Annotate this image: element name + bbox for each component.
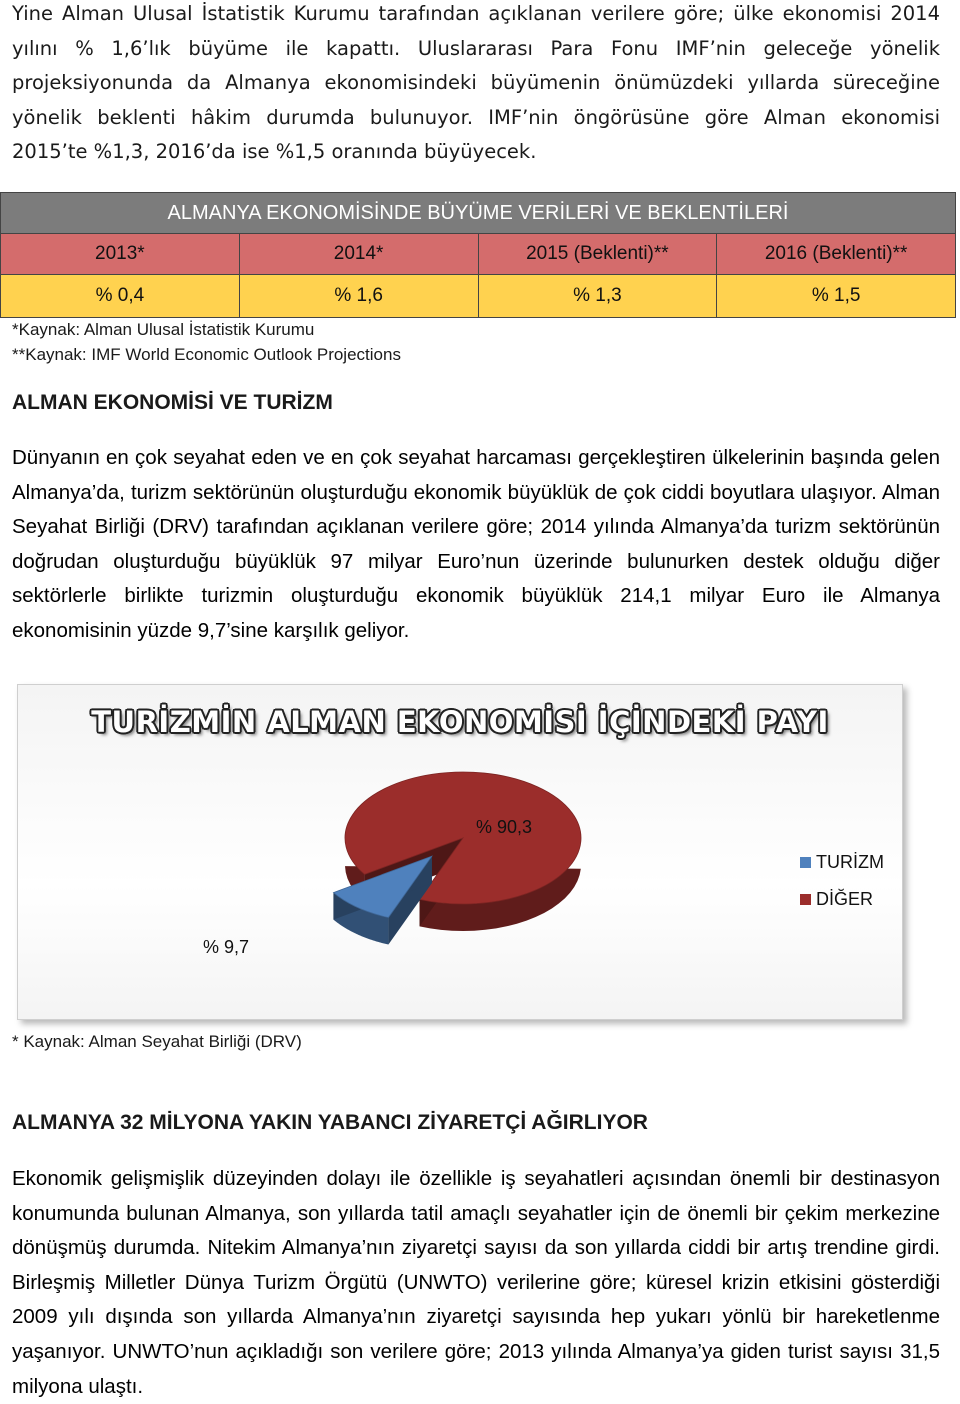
year-header: 2016 (Beklenti)**: [717, 234, 956, 275]
growth-value: % 1,5: [717, 275, 956, 318]
pie-chart-svg: [18, 685, 902, 1019]
growth-value: % 1,6: [239, 275, 478, 318]
growth-table-value-row: [1, 275, 956, 318]
table-source-note: *Kaynak: Alman Ulusal İstatistik Kurumu: [12, 320, 315, 339]
table-source-note: **Kaynak: IMF World Economic Outlook Projections: [12, 345, 401, 364]
year-header: 2015 (Beklenti)**: [478, 234, 717, 275]
chart-source-note: * Kaynak: Alman Seyahat Birliği (DRV): [12, 1032, 302, 1051]
section-heading: ALMANYA 32 MİLYONA YAKIN YABANCI ZİYARETÇİ AĞIRLIYOR: [12, 1111, 648, 1134]
growth-table-title: ALMANYA EKONOMİSİNDE BÜYÜME VERİLERİ VE BEKLENTİLERİ: [1, 193, 956, 234]
year-header: 2013*: [1, 234, 240, 275]
slice-label-diger: % 90,3: [476, 817, 533, 837]
pie-chart: [17, 684, 903, 1020]
section-heading: ALMAN EKONOMİSİ VE TURİZM: [12, 391, 333, 414]
growth-value: % 0,4: [1, 275, 240, 318]
legend-swatch: [800, 894, 811, 905]
economy-paragraph: Dünyanın en çok seyahat eden ve en çok seyahat harcaması gerçekleştiren ülkelerinin başında gelen Almanya’da, turizm sektörünün oluşturduğu ekonomik büyüklük de çok ciddi boyutlara ulaşıyor. Alman Seyahat Birliği (DRV) tarafından açıklanan verilere göre; 2014 yılında Almanya’da turizm sektörünün doğrudan oluşturduğu büyüklük 97 milyar Euro’nun üzerinde bulunurken destek olduğu diğer sektörlerle birlikte turizmin oluşturduğu ekonomik büyüklük 214,1 milyar Euro ile Almanya ekonomisinin yüzde 9,7’sine karşılık geliyor.: [12, 446, 940, 642]
slice-label-turizm: % 9,7: [203, 937, 250, 957]
intro-paragraph: Yine Alman Ulusal İstatistik Kurumu tarafından açıklanan verilere göre; ülke ekonomisi 2014 yılını % 1,6’lık büyüme ile kapattı. Uluslararası Para Fonu IMF’nin geleceğe yönelik projeksiyonunda da Almanya ekonomisindeki büyümenin önümüzdeki yıllarda süreceğine yönelik beklenti hâkim durumda bulunuyor. IMF’nin öngörüsüne göre Alman ekonomisi 2015’te %1,3, 2016’da ise %1,5 oranında büyüyecek.: [12, 2, 940, 164]
chart-title: TURİZMİN ALMAN EKONOMİSİ İÇİNDEKİ PAYI: [91, 705, 829, 739]
year-header: 2014*: [239, 234, 478, 275]
legend-swatch: [800, 857, 811, 868]
growth-table-header-row: [1, 234, 956, 275]
legend-item-di̇ğer: DİĞER: [816, 889, 874, 909]
growth-table: [0, 192, 956, 318]
visitors-paragraph: Ekonomik gelişmişlik düzeyinden dolayı ile özellikle iş seyahatleri açısından önemli bir destinasyon konumunda bulunan Almanya, son yıllarda tatil amaçlı seyahatler için de önemli bir çekim merkezine dönüşmüş durumda. Nitekim Almanya’nın ziyaretçi sayısı da son yıllarda ciddi bir artış trendine girdi. Birleşmiş Milletler Dünya Turizm Örgütü (UNWTO) verilerine göre; küresel krizin etkisini gösterdiği 2009 yılı dışında son yıllarda Almanya’nın ziyaretçi sayısında hep yukarı yönlü bir hareketlenme yaşanıyor. UNWTO’nun açıkladığı son verilere göre; 2013 yılında Almanya’ya giden turist sayısı 31,5 milyona ulaştı.: [12, 1167, 940, 1398]
growth-value: % 1,3: [478, 275, 717, 318]
legend-item-turi̇zm: TURİZM: [816, 852, 884, 872]
